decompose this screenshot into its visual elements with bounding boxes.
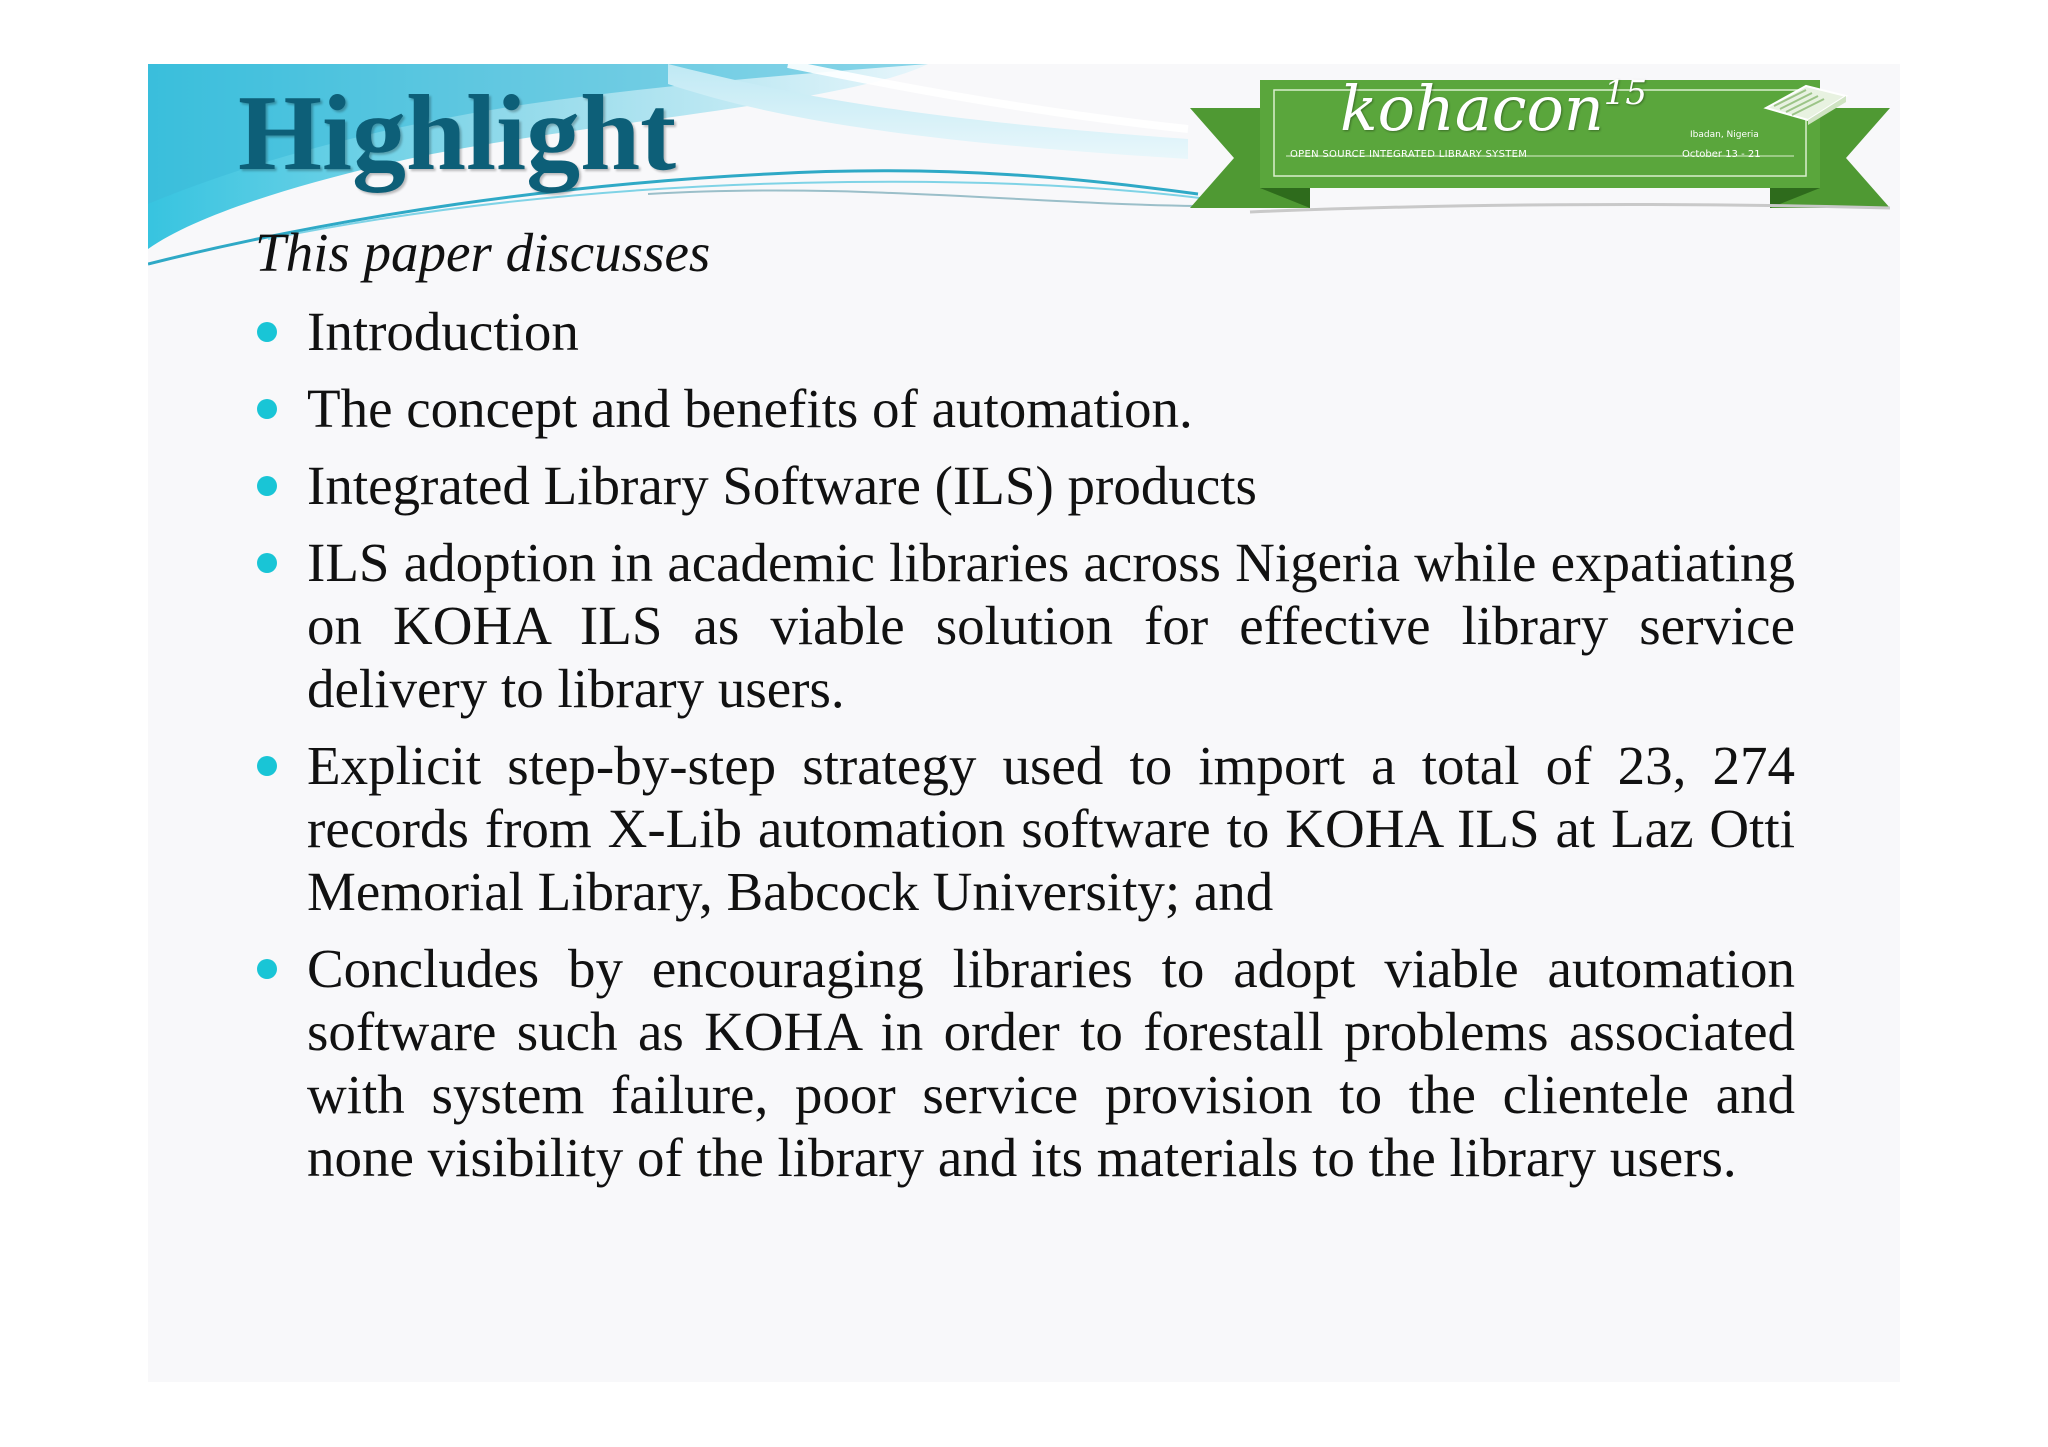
- page-title: Highlight: [238, 74, 677, 193]
- list-item: [255, 454, 1795, 517]
- slide: [148, 64, 1900, 1382]
- bullet-dot-icon: [257, 322, 277, 342]
- bullet-dot-icon: [257, 476, 277, 496]
- list-item-text: Integrated Library Software (ILS) products: [307, 455, 1257, 516]
- list-item-text: ILS adoption in academic libraries across Nigeria while expatiating on KOHA ILS as viable solution for effective library service delivery to library users.: [307, 532, 1795, 719]
- list-item-text: The concept and benefits of automation.: [307, 378, 1193, 439]
- list-item: [255, 937, 1795, 1189]
- bullet-dot-icon: [257, 756, 277, 776]
- logo-location: Ibadan, Nigeria: [1690, 130, 1759, 140]
- list-item: [255, 300, 1795, 363]
- logo-tagline: OPEN SOURCE INTEGRATED LIBRARY SYSTEM: [1290, 149, 1528, 160]
- bullet-list: [255, 300, 1795, 1203]
- kohacon-logo: [1190, 68, 1890, 264]
- intro-text: This paper discusses: [255, 222, 711, 283]
- logo-wordmark: kohacon: [1340, 72, 1604, 145]
- logo-dates: October 13 - 21: [1682, 149, 1761, 160]
- list-item: [255, 734, 1795, 923]
- list-item: [255, 531, 1795, 720]
- logo-superscript: 15: [1603, 73, 1648, 113]
- list-item-text: Introduction: [307, 301, 579, 362]
- bullet-dot-icon: [257, 399, 277, 419]
- book-icon: [1760, 78, 1852, 126]
- bullet-dot-icon: [257, 959, 277, 979]
- list-item-text: Explicit step-by-step strategy used to import a total of 23, 274 records from X-Lib automation software to KOHA ILS at Laz Otti Memorial Library, Babcock University; and: [307, 735, 1795, 922]
- list-item: [255, 377, 1795, 440]
- list-item-text: Concludes by encouraging libraries to adopt viable automation software such as KOHA in order to forestall problems associated with system failure, poor service provision to the clientele and none visibility of the library and its materials to the library users.: [307, 938, 1795, 1188]
- bullet-dot-icon: [257, 553, 277, 573]
